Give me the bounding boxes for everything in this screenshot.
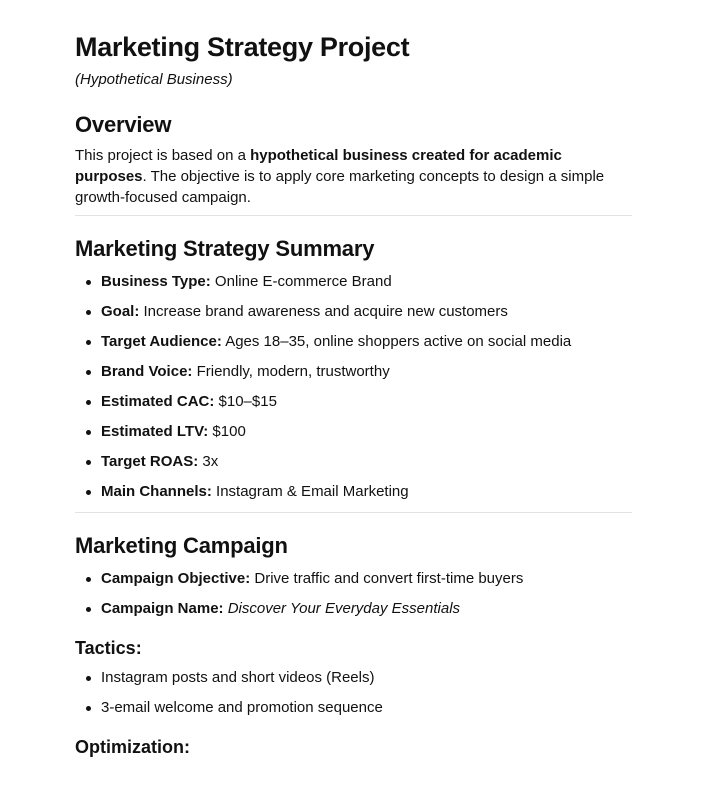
tactics-item	[75, 698, 632, 718]
summary-item-key: Main Channels:	[101, 483, 212, 500]
section-divider	[75, 512, 632, 513]
summary-item-key: Goal:	[101, 303, 140, 320]
bullet-icon	[86, 490, 91, 495]
summary-item-value: Instagram & Email Marketing	[211, 483, 409, 500]
summary-item-value: $100	[208, 423, 246, 440]
summary-heading: Marketing Strategy Summary	[75, 236, 375, 261]
campaign-list	[75, 569, 632, 619]
bullet-icon	[86, 577, 91, 582]
summary-item-target-audience	[75, 332, 632, 352]
bullet-icon	[86, 280, 91, 285]
campaign-item-objective	[75, 569, 632, 589]
summary-item-value: $10–$15	[214, 393, 277, 410]
tactics-heading: Tactics:	[75, 638, 142, 658]
summary-item-brand-voice	[75, 362, 632, 382]
campaign-heading: Marketing Campaign	[75, 533, 288, 558]
campaign-item-name	[75, 599, 632, 619]
bullet-icon	[86, 310, 91, 315]
page-title: Marketing Strategy Project	[75, 32, 410, 62]
section-divider	[75, 215, 632, 216]
summary-item-key: Target Audience:	[101, 333, 222, 350]
summary-item-value: Online E-commerce Brand	[210, 273, 392, 290]
summary-item-key: Business Type:	[101, 273, 211, 290]
summary-item-key: Estimated LTV:	[101, 423, 209, 440]
summary-item-key: Estimated CAC:	[101, 393, 215, 410]
tactics-item-text: Instagram posts and short videos (Reels)	[101, 669, 375, 686]
summary-list	[75, 272, 632, 502]
campaign-name-value: Discover Your Everyday Essentials	[227, 600, 461, 617]
summary-item-main-channels	[75, 482, 632, 502]
summary-item-estimated-ltv	[75, 422, 632, 442]
overview-heading: Overview	[75, 112, 172, 137]
campaign-objective-key: Campaign Objective:	[101, 570, 251, 587]
optimization-heading: Optimization:	[75, 737, 190, 757]
campaign-objective-value: Drive traffic and convert first-time buyers	[250, 570, 524, 587]
summary-item-value: Ages 18–35, online shoppers active on social media	[221, 333, 572, 350]
document	[75, 30, 632, 759]
summary-item-key: Target ROAS:	[101, 453, 199, 470]
bullet-icon	[86, 706, 91, 711]
summary-item-key: Brand Voice:	[101, 363, 193, 380]
bullet-icon	[86, 460, 91, 465]
summary-item-value: Friendly, modern, trustworthy	[192, 363, 390, 380]
overview-paragraph	[75, 145, 632, 208]
summary-item-business-type	[75, 272, 632, 292]
bullet-icon	[86, 340, 91, 345]
summary-item-estimated-cac	[75, 392, 632, 412]
bullet-icon	[86, 430, 91, 435]
overview-text-end: . The objective is to apply core marketing concepts to design a simple growth-focused campaign.	[75, 168, 605, 206]
tactics-item-text: 3-email welcome and promotion sequence	[101, 699, 383, 716]
summary-item-goal	[75, 302, 632, 322]
overview-text-bold: hypothetical business created for academic purposes	[75, 147, 562, 185]
tactics-item	[75, 668, 632, 688]
campaign-name-key: Campaign Name:	[101, 600, 224, 617]
bullet-icon	[86, 400, 91, 405]
bullet-icon	[86, 607, 91, 612]
tactics-list	[75, 668, 632, 718]
summary-item-value: 3x	[198, 453, 219, 470]
summary-item-target-roas	[75, 452, 632, 472]
bullet-icon	[86, 370, 91, 375]
page-subtitle: (Hypothetical Business)	[75, 71, 233, 88]
bullet-icon	[86, 676, 91, 681]
overview-text-start: This project is based on a	[75, 147, 251, 164]
summary-item-value: Increase brand awareness and acquire new customers	[139, 303, 508, 320]
